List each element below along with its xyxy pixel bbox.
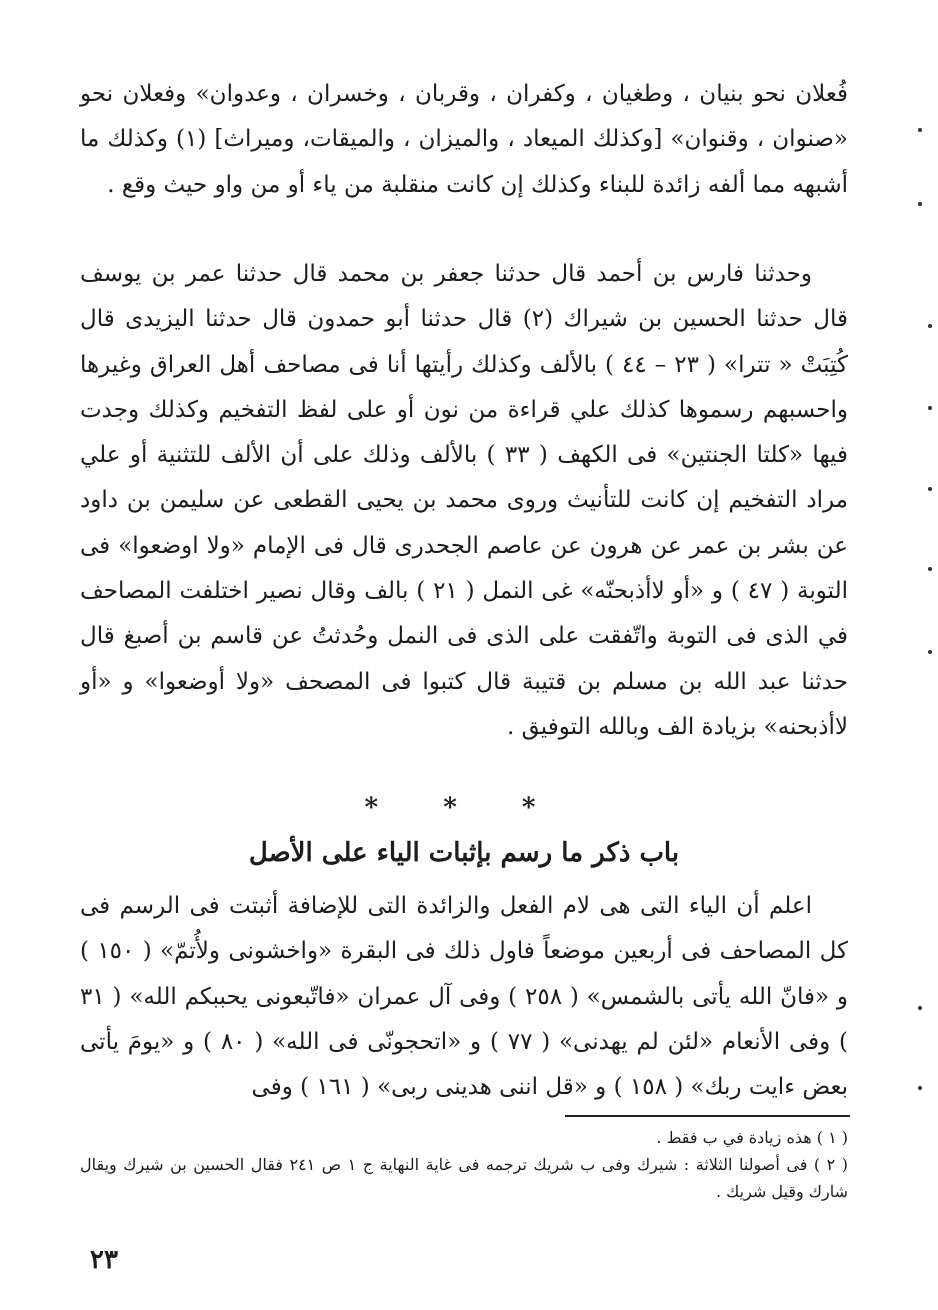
footnote-2: ( ٢ ) فى أصولنا الثلاثة : شيرك وفى ب شريك ترجمه فى غاية النهاية ج ١ ص ٢٤١ فقال الحسين بن شيرك ويقال شارك وقيل شريك . — [80, 1155, 849, 1201]
section-separator: * * * — [364, 793, 564, 823]
footnote-1: ( ١ ) هذه زيادة في ب فقط . — [656, 1128, 848, 1147]
text-block-1 — [80, 72, 848, 208]
scan-speck — [928, 406, 932, 410]
scan-speck — [918, 1006, 922, 1010]
scan-speck — [928, 567, 932, 571]
text-block-3 — [80, 884, 848, 1110]
paragraph-3: اعلم أن الياء التى هى لام الفعل والزائدة التى للإضافة أثبتت فى الرسم فى كل المصاحف فى أربعين موضعاً فاول ذلك فى البقرة «واخشونى ولأُتمّ» ( ١٥٠ ) و «فانّ الله يأتى بالشمس» ( ٢٥٨ ) وفى آل عمران «فاتّبعونى يحببكم الله» ( ٣١ ) وفى الأنعام «لئن لم يهدنى» ( ٧٧ ) و «اتحجونّى فى الله» ( ٨٠ ) و «يومَ يأتى بعض ءايت ربك» ( ١٥٨ ) و «قل اننى هدينى ربى» ( ١٦١ ) وفى — [80, 893, 848, 1101]
section-heading: باب ذكر ما رسم بإثبات الياء على الأصل — [248, 838, 680, 868]
paragraph-2: وحدثنا فارس بن أحمد قال حدثنا جعفر بن محمد قال حدثنا عمر بن يوسف قال حدثنا الحسين بن شيراك (٢) قال حدثنا أبو حمدون قال حدثنا اليزيدى قال كُتِبَتْ « تترا» ( ٢٣ – ٤٤ ) بالألف وكذلك رأيتها أنا فى مصاحف أهل العراق وغيرها واحسبهم رسموها كذلك علي قراءة من نون أو على لفظ التفخيم وكذلك وجدت فيها «كلتا الجنتين» فى الكهف ( ٣٣ ) بالألف وذلك على أن الألف للتثنية أو علي مراد التفخيم إن كانت للتأنيث وروى محمد بن يحيى القطعى عن سليمن بن داود عن بشر بن عمر عن هرون عن عاصم الجحدرى قال فى الإمام «ولا اوضعوا» فى التوبة ( ٤٧ ) و «أو لاأذبحنّه» غى النمل ( ٢١ ) بالف وقال نصير اختلفت المصاحف في الذى فى التوبة واتّفقت على الذى فى النمل وحُدثتُ عن قاسم بن أصبغ قال حدثنا عبد الله بن مسلم بن قتيبة قال كتبوا فى المصحف «ولا أوضعوا» و «أو لاأذبحنه» بزيادة الف وبالله التوفيق . — [80, 261, 849, 740]
page-number: ٢٣ — [90, 1245, 118, 1275]
scan-speck — [928, 324, 932, 328]
text-block-2 — [80, 252, 848, 750]
scan-speck — [928, 650, 932, 654]
footnotes — [80, 1124, 848, 1205]
scan-speck — [928, 487, 932, 491]
scan-speck — [918, 202, 922, 206]
scan-speck — [918, 1086, 922, 1090]
scan-speck — [918, 128, 922, 132]
paragraph-1: فُعلان نحو بنيان ، وطغيان ، وكفران ، وقربان ، وخسران ، وعدوان» وفعلان نحو «صنوان ، وقنوان» [وكذلك الميعاد ، والميزان ، والميقات، وميراث] (١) وكذلك ما أشبهه مما ألفه زائدة للبناء وكذلك إن كانت منقلبة من ياء أو من واو حيث وقع . — [80, 81, 848, 198]
footnote-rule — [565, 1115, 850, 1117]
